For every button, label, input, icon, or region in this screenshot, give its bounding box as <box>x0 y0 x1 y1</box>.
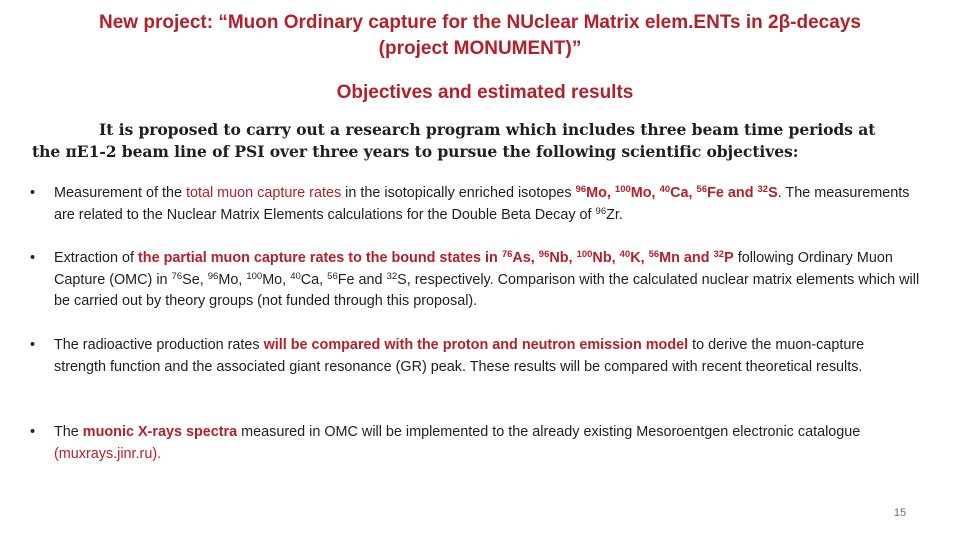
isotope-element: S <box>768 185 778 201</box>
slide-title <box>0 10 960 62</box>
objective-3-text: to derive the muon-capture strength function and the associated giant resonance (GR) peak. These results will be compared with recent theoretical results. <box>54 337 865 375</box>
bullet-icon: • <box>30 337 36 353</box>
slide-title-line-1: New project: “Muon Ordinary capture for the NUclear Matrix elem.ENTs in 2β-decays <box>99 12 861 33</box>
objective-text-4 <box>54 422 920 465</box>
isotope-element: Ca, <box>670 185 697 201</box>
bullet-icon: • <box>30 250 36 266</box>
isotope-mass: 96 <box>538 249 550 260</box>
intro-paragraph <box>32 119 942 163</box>
objective-text-2 <box>54 248 920 313</box>
isotope-element: S, respectively. Comparison with the calculated nuclear matrix elements which will be carried out by theory groups (not funded through this proposal). <box>54 271 920 309</box>
objective-2-text: following Ordinary Muon Capture (OMC) in <box>54 250 893 288</box>
isotope-mass: 40 <box>290 270 301 282</box>
isotope-element: Mo, <box>630 185 660 201</box>
isotope-mass: 56 <box>648 249 660 260</box>
objective-2-highlight-text: the partial muon capture rates to the bound states in <box>137 250 502 266</box>
isotope-mass: 76 <box>171 270 183 282</box>
isotope-mass: 100 <box>576 249 593 260</box>
objective-4-text: measured in OMC will be implemented to the already existing Mesoroentgen electronic catalogue <box>237 424 861 440</box>
isotope-element: As, <box>512 250 539 266</box>
isotope-mass: 40 <box>619 249 631 260</box>
isotope-element: P <box>724 250 734 266</box>
isotope-element: Fe and <box>707 185 758 201</box>
isotope-mass: 32 <box>757 184 769 195</box>
isotope-mass: 96 <box>207 270 219 282</box>
isotope-mass: 76 <box>501 249 513 260</box>
isotope-element: Mn and <box>659 250 714 266</box>
objective-item-2 <box>30 248 920 313</box>
isotope-mass: 96 <box>595 205 607 217</box>
isotope-mass: 40 <box>659 184 671 195</box>
objective-1-highlight: total muon capture rates <box>185 185 342 201</box>
catalogue-link[interactable]: (muxrays.jinr.ru). <box>54 445 162 462</box>
isotope-element: Nb, <box>549 250 577 266</box>
intro-text-part-1: It is proposed to carry out a research program which includes three beam time periods at <box>99 120 876 139</box>
isotope-list <box>576 185 778 201</box>
objective-item-4 <box>30 422 920 465</box>
slide-title-line-2: (project MONUMENT)” <box>378 38 582 59</box>
objective-1-text: in the isotopically enriched isotopes <box>341 185 576 201</box>
bullet-icon: • <box>30 424 36 440</box>
objective-2-text: Extraction of <box>54 250 138 266</box>
isotope-mass: 56 <box>327 270 338 282</box>
objective-3-highlight: will be compared with the proton and neutron emission model <box>263 337 689 353</box>
bullet-icon: • <box>30 185 36 201</box>
isotope-mass: 56 <box>696 184 708 195</box>
isotope-mass: 100 <box>246 270 263 282</box>
objective-item-3 <box>30 335 920 378</box>
objective-4-highlight: muonic X-rays spectra <box>82 424 238 440</box>
isotope-element: Mo, <box>218 271 247 288</box>
isotope-mass: 100 <box>614 184 631 195</box>
page-number: 15 <box>893 507 907 519</box>
isotope-mass: 96 <box>575 184 587 195</box>
isotope-mass: 32 <box>386 270 398 282</box>
objective-item-1 <box>30 183 920 226</box>
isotope-element: Nb, <box>592 250 620 266</box>
isotope-element: Mo, <box>262 271 291 288</box>
isotope-element: Se, <box>182 271 208 288</box>
objective-2-highlight <box>138 250 734 266</box>
isotope-element: K, <box>630 250 649 266</box>
isotope-mass: 32 <box>713 249 725 260</box>
objective-4-text: The <box>54 424 83 440</box>
objective-text-3 <box>54 335 920 378</box>
objective-text-1 <box>54 183 920 226</box>
objective-1-text: . The measurements are related to the Nuclear Matrix Elements calculations for the Double Beta Decay of <box>54 185 910 223</box>
intro-text-part-2: the πE1-2 beam line of PSI over three years to pursue the following scientific objectives: <box>32 142 799 161</box>
isotope-element: Mo, <box>586 185 615 201</box>
objective-3-text: The radioactive production rates <box>54 337 264 353</box>
slide-subtitle: Objectives and estimated results <box>336 82 634 103</box>
objective-1-text: Measurement of the <box>54 185 186 201</box>
isotope-element: Zr. <box>606 206 623 223</box>
isotope-element: Ca, <box>300 271 328 288</box>
isotope-element: Fe and <box>337 271 387 288</box>
